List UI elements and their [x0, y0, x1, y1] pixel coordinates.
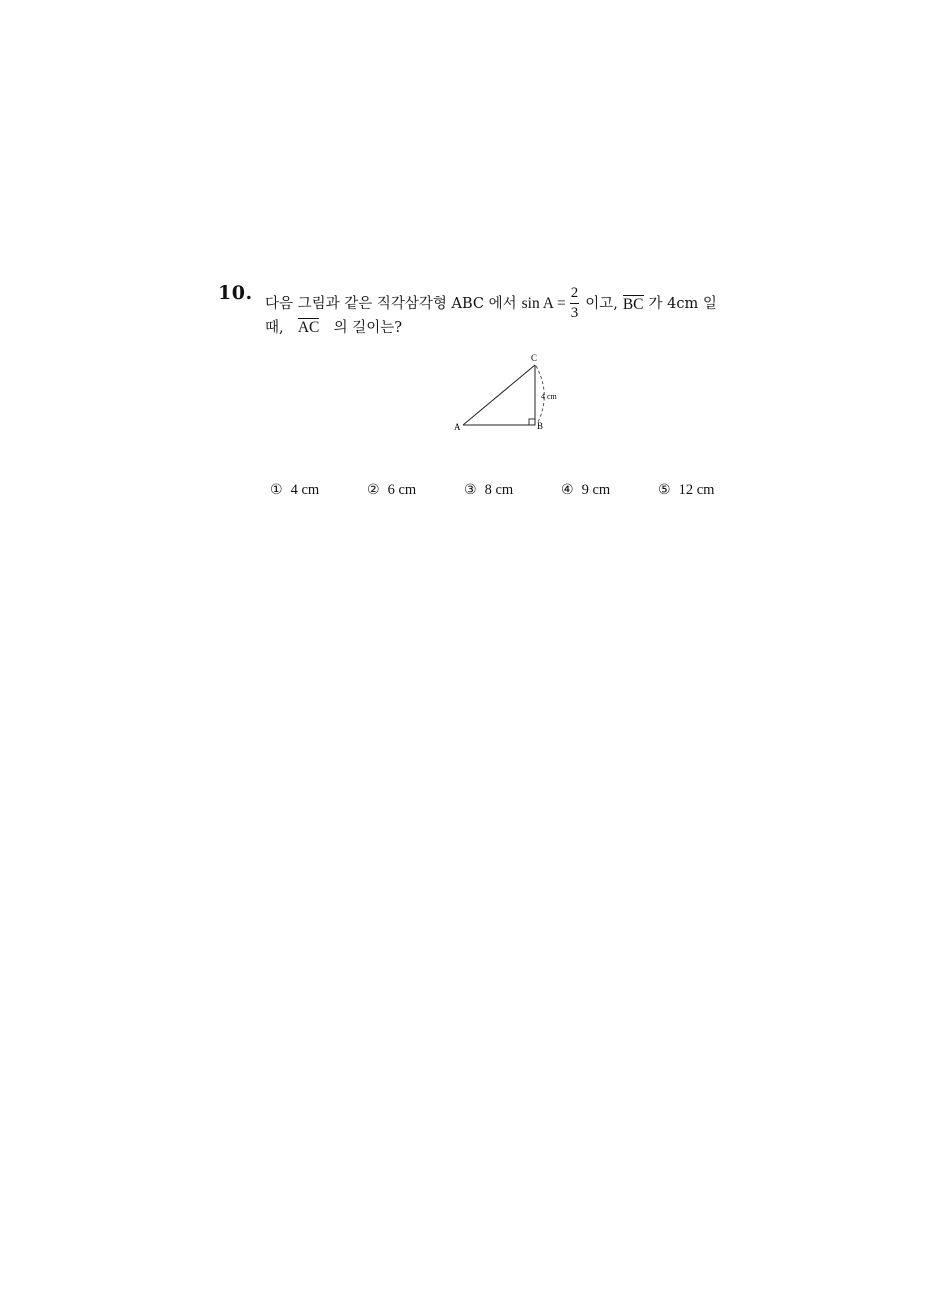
question-text-line1 [265, 286, 717, 321]
vertex-b-label: B [537, 421, 544, 431]
question-when: 때, [265, 320, 284, 336]
triangle-figure [440, 346, 580, 440]
choice-5[interactable] [658, 482, 714, 499]
right-angle-mark [529, 419, 535, 425]
choice-2-text: 6 cm [387, 482, 417, 498]
fraction-numerator: 2 [570, 286, 580, 304]
choice-1-marker: ① [270, 482, 283, 498]
choice-3-text: 8 cm [484, 482, 514, 498]
question-connector: 이고, [585, 295, 618, 312]
choice-3-marker: ③ [464, 482, 477, 498]
choice-4[interactable] [561, 482, 610, 499]
question-intro: 다음 그림과 같은 직각삼각형 ABC 에서 [265, 295, 517, 312]
question-condition: 가 4cm 일 [648, 295, 717, 312]
question-number: 10. [218, 282, 253, 304]
segment-bc: BC [622, 296, 644, 313]
choice-1[interactable] [270, 482, 319, 499]
question-text-line2 [265, 318, 402, 338]
choice-1-text: 4 cm [290, 482, 320, 498]
sine-expression: sin A = [521, 294, 566, 312]
choice-3[interactable] [464, 482, 513, 499]
side-ac [463, 365, 535, 425]
choice-5-text: 12 cm [678, 482, 715, 498]
fraction [570, 286, 580, 321]
choice-4-text: 9 cm [581, 482, 611, 498]
choice-5-marker: ⑤ [658, 482, 671, 498]
choice-2[interactable] [367, 482, 416, 499]
vertex-a-label: A [454, 422, 461, 432]
question-ask: 의 길이는? [333, 320, 403, 336]
choice-2-marker: ② [367, 482, 380, 498]
fraction-denominator: 3 [570, 305, 579, 321]
segment-ac: AC [297, 319, 320, 336]
side-length-label: 4 cm [541, 392, 557, 401]
choice-4-marker: ④ [561, 482, 574, 498]
vertex-c-label: C [531, 353, 538, 363]
